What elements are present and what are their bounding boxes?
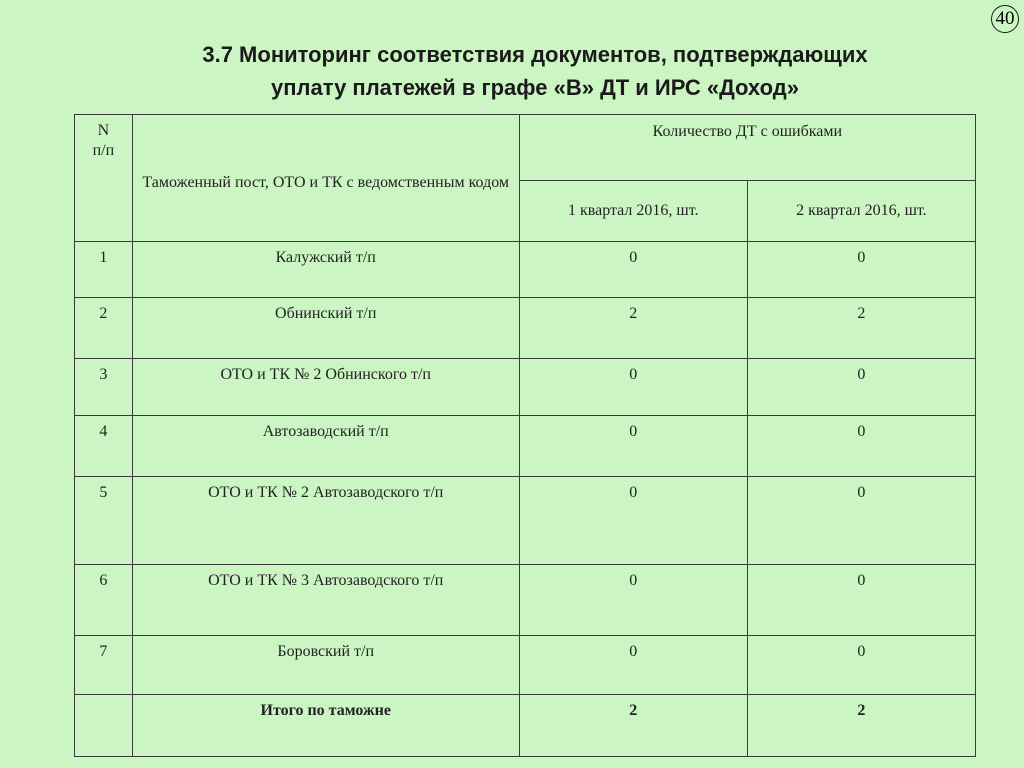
header-num	[75, 115, 133, 242]
header-num-line-2: п/п	[92, 142, 115, 159]
table-row	[75, 416, 976, 477]
title-line-1: 3.7 Мониторинг соответствия документов, подтверждающих	[202, 42, 868, 67]
cell-q2: 0	[747, 242, 975, 298]
cell-q2: 0	[747, 636, 975, 695]
cell-q1: 0	[519, 359, 747, 416]
header-q2: 2 квартал 2016, шт.	[747, 181, 975, 242]
cell-q2: 0	[747, 416, 975, 477]
cell-q1: 2	[519, 298, 747, 359]
cell-q1: 0	[519, 636, 747, 695]
table-row	[75, 477, 976, 565]
cell-q1: 0	[519, 242, 747, 298]
header-group: Количество ДТ с ошибками	[519, 115, 975, 181]
cell-q2: 0	[747, 565, 975, 636]
page-number-badge: 40	[991, 5, 1019, 33]
table-row	[75, 359, 976, 416]
cell-name: ОТО и ТК № 2 Обнинского т/п	[132, 359, 519, 416]
table-row	[75, 298, 976, 359]
table-body	[75, 242, 976, 757]
cell-name: Боровский т/п	[132, 636, 519, 695]
total-q2: 2	[747, 695, 975, 757]
cell-num: 5	[75, 477, 133, 565]
page-title	[100, 38, 970, 104]
cell-num: 3	[75, 359, 133, 416]
header-num-line-1: N	[97, 122, 110, 139]
cell-name: Автозаводский т/п	[132, 416, 519, 477]
total-num	[75, 695, 133, 757]
cell-q1: 0	[519, 565, 747, 636]
table-row	[75, 565, 976, 636]
total-row	[75, 695, 976, 757]
cell-q1: 0	[519, 477, 747, 565]
cell-name: Калужский т/п	[132, 242, 519, 298]
total-q1: 2	[519, 695, 747, 757]
header-q1: 1 квартал 2016, шт.	[519, 181, 747, 242]
cell-name: ОТО и ТК № 2 Автозаводского т/п	[132, 477, 519, 565]
cell-q2: 2	[747, 298, 975, 359]
header-post: Таможенный пост, ОТО и ТК с ведомственным кодом	[132, 115, 519, 242]
header-row-1	[75, 115, 976, 181]
cell-num: 4	[75, 416, 133, 477]
table-row	[75, 636, 976, 695]
errors-table	[74, 114, 976, 757]
cell-num: 1	[75, 242, 133, 298]
table-row	[75, 242, 976, 298]
cell-q2: 0	[747, 477, 975, 565]
total-name: Итого по таможне	[132, 695, 519, 757]
cell-num: 6	[75, 565, 133, 636]
cell-num: 2	[75, 298, 133, 359]
cell-name: ОТО и ТК № 3 Автозаводского т/п	[132, 565, 519, 636]
cell-name: Обнинский т/п	[132, 298, 519, 359]
cell-q1: 0	[519, 416, 747, 477]
cell-q2: 0	[747, 359, 975, 416]
title-line-2: уплату платежей в графе «В» ДТ и ИРС «Доход»	[271, 75, 799, 100]
cell-num: 7	[75, 636, 133, 695]
